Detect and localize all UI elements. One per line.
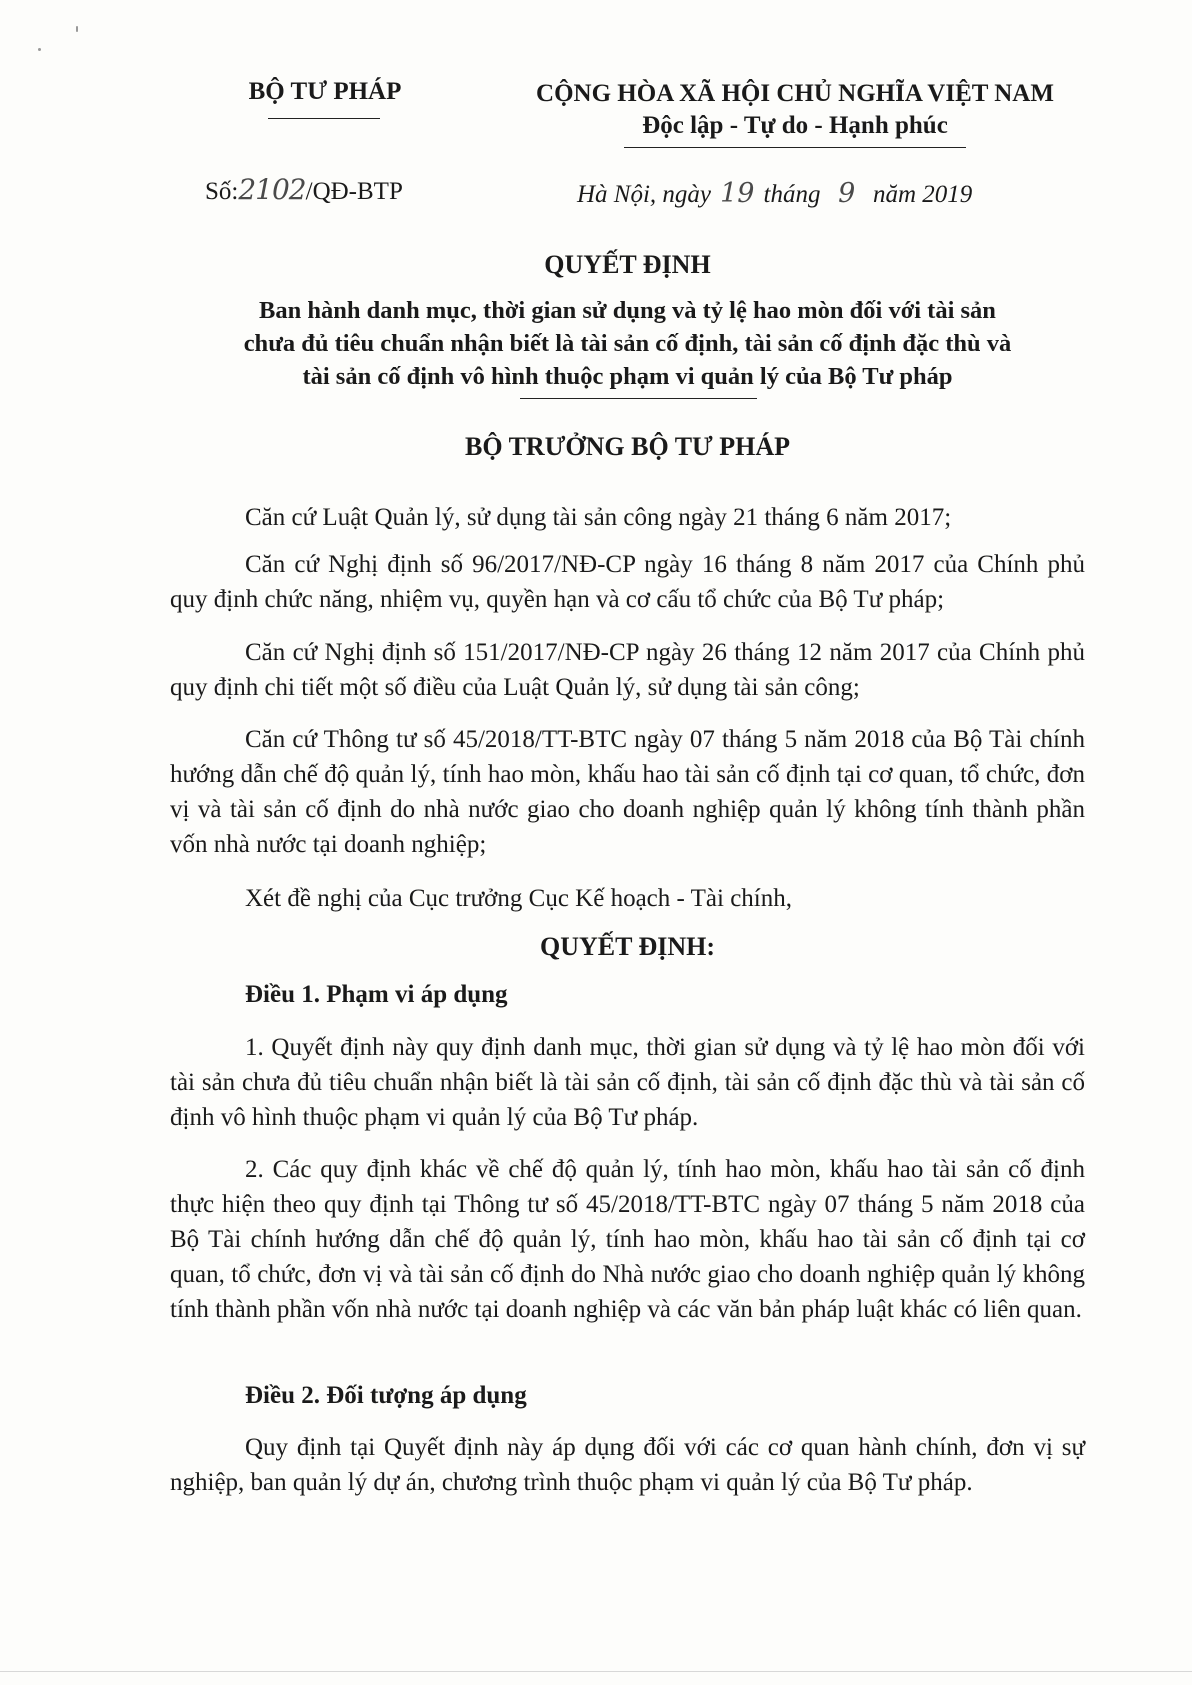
subtitle-line: tài sản cố định vô hình thuộc phạm vi quản lý của Bộ Tư pháp <box>302 363 953 390</box>
issuing-authority: BỘ TRƯỞNG BỘ TƯ PHÁP <box>464 432 791 461</box>
number-suffix: /QĐ-BTP <box>305 178 403 205</box>
agency-name: BỘ TƯ PHÁP <box>248 78 402 105</box>
date-month-label: tháng <box>763 181 821 208</box>
date-year: năm 2019 <box>872 181 973 208</box>
handwritten-day: 19 <box>720 178 755 209</box>
date-line <box>577 178 972 209</box>
number-prefix: Số: <box>205 178 239 205</box>
subtitle-underline <box>520 398 757 399</box>
date-place: Hà Nội, ngày <box>577 181 712 208</box>
subtitle-line: Ban hành danh mục, thời gian sử dụng và tỷ lệ hao mòn đối với tài sản <box>259 297 996 324</box>
article-1-heading: Điều 1. Phạm vi áp dụng <box>245 981 508 1008</box>
document-type: QUYẾT ĐỊNH <box>544 250 711 279</box>
scan-speck <box>76 26 78 32</box>
agency-underline <box>268 118 380 119</box>
article-2-text: Quy định tại Quyết định này áp dụng đối với các cơ quan hành chính, đơn vị sự nghiệp, ban quản lý dự án, chương trình thuộc phạm vi quản lý của Bộ Tư pháp. <box>170 1434 1085 1496</box>
article-2-heading: Điều 2. Đối tượng áp dụng <box>245 1382 527 1409</box>
preamble-paragraph: Căn cứ Nghị định số 96/2017/NĐ-CP ngày 16 tháng 8 năm 2017 của Chính phủ quy định chức năng, nhiệm vụ, quyền hạn và cơ cấu tổ chức của Bộ Tư pháp; <box>170 551 1085 613</box>
subtitle-line: chưa đủ tiêu chuẩn nhận biết là tài sản cố định, tài sản cố định đặc thù và <box>243 330 1012 357</box>
preamble-paragraph: Căn cứ Nghị định số 151/2017/NĐ-CP ngày 26 tháng 12 năm 2017 của Chính phủ quy định chi tiết một số điều của Luật Quản lý, sử dụng tài sản công; <box>170 639 1085 701</box>
motto-underline <box>624 147 966 148</box>
scan-edge-line <box>0 1671 1192 1672</box>
article-1-item: 1. Quyết định này quy định danh mục, thời gian sử dụng và tỷ lệ hao mòn đối với tài sản chưa đủ tiêu chuẩn nhận biết là tài sản cố định, tài sản cố định đặc thù và tài sản cố định vô hình thuộc phạm vi quản lý của Bộ Tư pháp. <box>170 1034 1085 1131</box>
handwritten-month: 9 <box>838 178 856 209</box>
preamble-paragraph: Căn cứ Thông tư số 45/2018/TT-BTC ngày 07 tháng 5 năm 2018 của Bộ Tài chính hướng dẫn chế độ quản lý, tính hao mòn, khấu hao tài sản cố định tại cơ quan, tổ chức, đơn vị và tài sản cố định do nhà nước giao cho doanh nghiệp quản lý không tính thành phần vốn nhà nước tại doanh nghiệp; <box>170 726 1085 858</box>
country-name: CỘNG HÒA XÃ HỘI CHỦ NGHĨA VIỆT NAM <box>536 80 1054 107</box>
preamble-paragraph: Căn cứ Luật Quản lý, sử dụng tài sản công ngày 21 tháng 6 năm 2017; <box>245 504 952 531</box>
decision-heading: QUYẾT ĐỊNH: <box>539 932 716 961</box>
scan-speck <box>38 48 41 51</box>
preamble-paragraph: Xét đề nghị của Cục trưởng Cục Kế hoạch - Tài chính, <box>245 885 792 912</box>
document-number <box>205 173 403 206</box>
motto: Độc lập - Tự do - Hạnh phúc <box>642 112 948 139</box>
handwritten-number: 2102 <box>238 173 306 206</box>
document-subtitle <box>170 294 1085 393</box>
article-1-item: 2. Các quy định khác về chế độ quản lý, tính hao mòn, khấu hao tài sản cố định thực hiện theo quy định tại Thông tư số 45/2018/TT-BTC ngày 07 tháng 5 năm 2018 của Bộ Tài chính hướng dẫn chế độ quản lý, tính hao mòn, khấu hao tài sản cố định tại cơ quan, tổ chức, đơn vị và tài sản cố định do Nhà nước giao cho doanh nghiệp quản lý không tính thành phần vốn nhà nước tại doanh nghiệp và các văn bản pháp luật khác có liên quan. <box>170 1156 1085 1323</box>
